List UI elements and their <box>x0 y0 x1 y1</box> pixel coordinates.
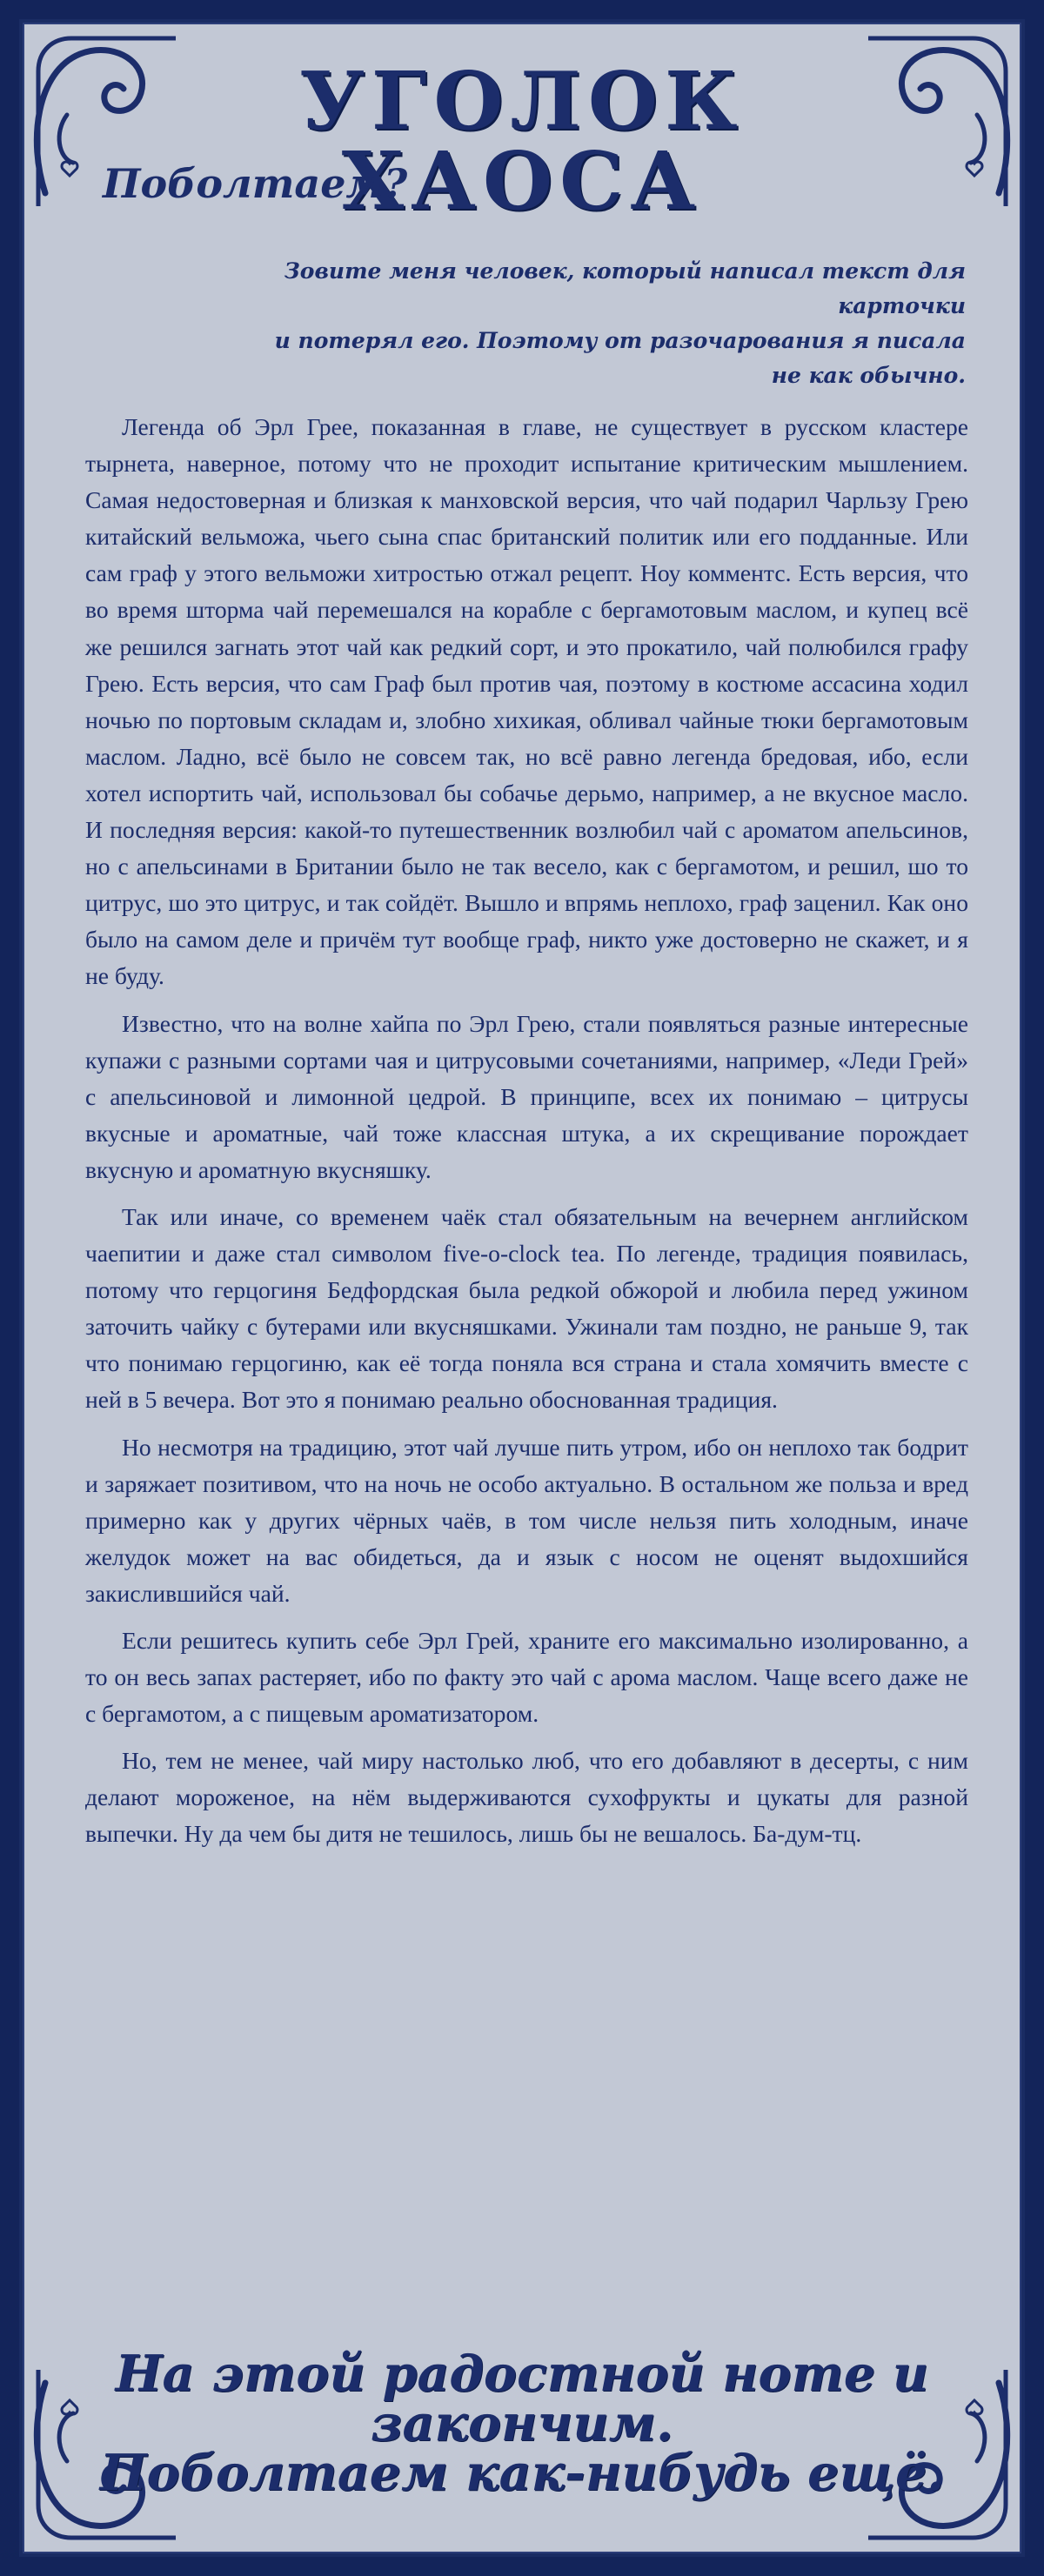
paragraph: Но, тем не менее, чай миру настолько люб, что его добавляют в десерты, с ним делают мороженое, на нём выдерживаются сухофрукты и цукаты для разной выпечки. Ну да чем бы дитя не тешилось, лишь бы не вешалось. Ба-дум-тц. <box>85 1747 968 1848</box>
paragraph: Но несмотря на традицию, этот чай лучше пить утром, ибо он неплохо так бодрит и заряжает позитивом, что на ночь не особо актуально. В остальном же польза и вред примерно как у других чёрных чаёв, в том числе нельзя пить холодным, иначе желудок может на вас обидеться, да и язык с носом не оценят выдохшийся закислившийся чай. <box>85 1433 968 1607</box>
closing-line: Поболтаем как-нибудь ещё. <box>99 2444 945 2502</box>
paragraph: Если решитесь купить себе Эрл Грей, храните его максимально изолированно, а то он весь запах растеряет, ибо по факту это чай с арома маслом. Чаще всего даже не с бергамотом, а с пищевым ароматизатором. <box>85 1627 968 1728</box>
intro-line: Зовите меня человек, который написал текст для карточки <box>284 258 966 318</box>
article-body <box>85 409 968 1863</box>
paragraph: Известно, что на волне хайпа по Эрл Грею, стали появляться разные интересные купажи с разными сортами чая и цитрусовыми сочетаниями, например, «Леди Грей» с апельсиновой и лимонной цедрой. В принципе, всех их понимаю – цитрусы вкусные и ароматные, чай тоже классная штука, а их скрещивание порождает вкусную и ароматную вкусняшку. <box>85 1009 968 1183</box>
paragraph: Так или иначе, со временем чаёк стал обязательным на вечернем английском чаепитии и даже стал символом five-o-clock tea. По легенде, традиция появилась, потому что герцогиня Бедфордская была редкой обжорой и любила перед ужином заточить чайку с бутерами или вкусняшками. Ужинали там поздно, не раньше 9, так что понимаю герцогиню, как её тогда поняла вся страна и стала хомячить вместе с ней в 5 вечера. Вот это я понимаю реально обоснованная традиция. <box>85 1202 968 1414</box>
closing-line: На этой радостной ноте и закончим. <box>115 2345 929 2452</box>
page-subtitle: Поболтаем? <box>103 160 408 207</box>
paragraph: Легенда об Эрл Грее, показанная в главе, не существует в русском кластере тырнета, наверное, потому что не проходит испытание критическим мышлением. Самая недостоверная и близкая к манховской версия, что чай подарил Чарльзу Грею китайский вельможа, чьего сына спас британский политик или его подданные. Или сам граф у этого вельможи хитростью отжал рецепт. Ноу комментс. Есть версия, что во время шторма чай перемешался на корабле с бергамотовым маслом, и купец всё же решился загнать этот чай как редкий сорт, и это прокатило, чай полюбился графу Грею. Есть версия, что сам Граф был против чая, поэтому в костюме ассасина ходил ночью по портовым складам и, злобно хихикая, обливал чайные тюки бергамотовым маслом. Ладно, всё было не совсем так, но всё равно легенда бредовая, ибо, если хотел испортить чай, использовал бы собачье дерьмо, например, а не вкусное масло. И последняя версия: какой-то путешественник возлюбил чай с ароматом апельсинов, но с апельсинами в Британии было не так весело, как с бергамотом, и решил, шо то цитрус, шо это цитрус, и так сойдёт. Вышло и впрямь неплохо, граф заценил. Как оно было на самом деле и причём тут вообще граф, никто уже достоверно не скажет, и я не буду. <box>85 413 968 990</box>
intro-note <box>209 254 966 393</box>
intro-line: не как обычно. <box>771 363 966 388</box>
intro-line: и потерял его. Поэтому от разочарования я писала <box>274 328 966 353</box>
page-title: УГОЛОК ХАОСА <box>299 54 745 228</box>
